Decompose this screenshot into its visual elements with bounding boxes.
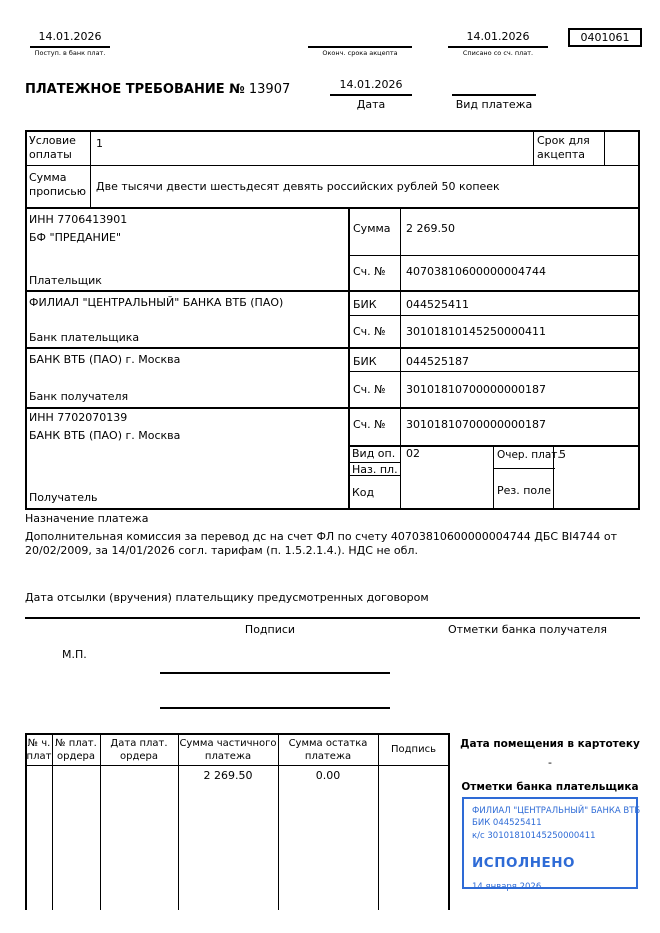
column-header: Дата плат. ордера bbox=[110, 738, 168, 762]
stamp-status: ИСПОЛНЕНО bbox=[472, 854, 575, 871]
debited-date-label: Списано со сч. плат. bbox=[462, 49, 534, 57]
column-header: Подпись bbox=[391, 744, 436, 755]
column-header: № ч. плат bbox=[26, 738, 52, 762]
column-header: Сумма частичного платежа bbox=[179, 738, 277, 762]
payer-bank-marks-label: Отметки банка плательщика bbox=[461, 781, 639, 793]
grid-line bbox=[348, 315, 640, 316]
grid-line bbox=[25, 347, 640, 349]
grid-line bbox=[400, 207, 401, 508]
grid-line bbox=[348, 207, 350, 508]
grid-line bbox=[448, 733, 450, 910]
debited-block bbox=[448, 30, 548, 57]
debited-date: 14.01.2026 bbox=[448, 30, 548, 48]
purpose-label: Назначение платежа bbox=[25, 512, 149, 525]
acceptance-end-label: Оконч. срока акцепта bbox=[322, 49, 398, 57]
stamp-bank-name: ФИЛИАЛ "ЦЕНТРАЛЬНЫЙ" БАНКА ВТБ bbox=[472, 806, 641, 816]
priority-value: 5 bbox=[559, 448, 566, 461]
column-header: № плат. ордера bbox=[55, 738, 97, 762]
grid-line bbox=[25, 407, 640, 409]
payment-type-block bbox=[452, 78, 536, 111]
remainder-amount-value: 0.00 bbox=[315, 769, 341, 782]
signatures-label: Подписи bbox=[244, 623, 296, 636]
grid-line bbox=[493, 468, 555, 469]
beneficiary-bank-label: Банк получателя bbox=[29, 390, 129, 403]
payer-label: Плательщик bbox=[29, 274, 102, 287]
beneficiary-account-label: Сч. № bbox=[353, 418, 386, 431]
beneficiary-label: Получатель bbox=[29, 491, 98, 504]
stamp-corr-account: к/с 30101810145250000411 bbox=[472, 830, 596, 841]
bank-execution-stamp bbox=[462, 797, 641, 892]
payment-type-label: Вид платежа bbox=[455, 98, 533, 111]
grid-line bbox=[604, 130, 605, 165]
grid-line bbox=[638, 130, 640, 510]
grid-line bbox=[348, 371, 640, 372]
stamp-bik: БИК 044525411 bbox=[472, 818, 542, 829]
grid-line bbox=[533, 130, 534, 165]
grid-line bbox=[25, 130, 27, 510]
received-date: 14.01.2026 bbox=[30, 30, 110, 48]
card-file-label: Дата помещения в картотеку bbox=[460, 738, 640, 750]
grid-line bbox=[348, 255, 640, 256]
operation-type-label: Вид оп. bbox=[352, 447, 396, 460]
amount-value: 2 269.50 bbox=[406, 222, 455, 235]
send-date-label: Дата отсылки (вручения) плательщику предусмотренных договором bbox=[25, 591, 429, 604]
payer-account-label: Сч. № bbox=[353, 265, 386, 278]
operation-type-value: 02 bbox=[406, 447, 420, 460]
beneficiary-account-value: 30101810700000000187 bbox=[406, 418, 546, 431]
doc-date-label: Дата bbox=[356, 98, 386, 111]
beneficiary-inn: ИНН 7702070139 bbox=[29, 411, 128, 424]
column-header: Сумма остатка платежа bbox=[288, 738, 368, 762]
payer-bank-bik-label: БИК bbox=[353, 298, 377, 311]
document-number: 13907 bbox=[248, 82, 291, 97]
payment-purpose-code-label: Наз. пл. bbox=[352, 463, 398, 476]
payment-type-field bbox=[452, 78, 536, 96]
doc-date: 14.01.2026 bbox=[330, 78, 412, 96]
doc-date-block bbox=[330, 78, 412, 111]
received-in-bank-block bbox=[30, 30, 110, 57]
divider-line bbox=[25, 617, 640, 619]
grid-line bbox=[25, 290, 640, 292]
payer-bank-bik-value: 044525411 bbox=[406, 298, 469, 311]
grid-line bbox=[25, 165, 640, 166]
payment-condition-value: 1 bbox=[96, 137, 103, 150]
stamp-date: 14 января 2026 bbox=[472, 881, 542, 892]
amount-words-label: Сумма прописью bbox=[29, 171, 87, 199]
payer-bank-name: ФИЛИАЛ "ЦЕНТРАЛЬНЫЙ" БАНКА ВТБ (ПАО) bbox=[29, 296, 284, 309]
grid-line bbox=[25, 207, 640, 209]
code-label: Код bbox=[352, 486, 375, 499]
payer-account-value: 40703810600000004744 bbox=[406, 265, 546, 278]
form-code-box: 0401061 bbox=[568, 28, 642, 47]
reserve-field-label: Рез. поле bbox=[497, 484, 551, 497]
beneficiary-name: БАНК ВТБ (ПАО) г. Москва bbox=[29, 429, 181, 442]
beneficiary-bank-marks-label: Отметки банка получателя bbox=[448, 623, 607, 636]
amount-label: Сумма bbox=[353, 222, 391, 235]
document-title bbox=[25, 82, 290, 99]
received-date-label: Поступ. в банк плат. bbox=[34, 49, 106, 57]
priority-label: Очер. плат. bbox=[497, 449, 561, 461]
beneficiary-bank-name: БАНК ВТБ (ПАО) г. Москва bbox=[29, 353, 181, 366]
beneficiary-bank-bik-label: БИК bbox=[353, 355, 377, 368]
payer-bank-label: Банк плательщика bbox=[29, 331, 140, 344]
purpose-text: Дополнительная комиссия за перевод дс на счет ФЛ по счету 40703810600000004744 ДБС BI4744 от 20/02/2009, за 14/01/2026 согл. тарифам (п. 1.5.2.1.4.). НДС не обл. bbox=[25, 530, 618, 558]
partial-amount-value: 2 269.50 bbox=[203, 769, 253, 782]
grid-line bbox=[25, 130, 640, 132]
grid-line bbox=[493, 445, 494, 508]
grid-line bbox=[25, 765, 450, 766]
acceptance-term-label: Срок для акцепта bbox=[537, 134, 590, 162]
signature-line bbox=[160, 707, 390, 709]
beneficiary-bank-account-value: 30101810700000000187 bbox=[406, 383, 546, 396]
card-file-value: - bbox=[548, 756, 552, 769]
payer-bank-account-value: 30101810145250000411 bbox=[406, 325, 546, 338]
payment-condition-label: Условие оплаты bbox=[29, 134, 76, 162]
beneficiary-bank-account-label: Сч. № bbox=[353, 383, 386, 396]
stamp-place-label: М.П. bbox=[62, 648, 87, 661]
grid-line bbox=[25, 508, 640, 510]
acceptance-end-block bbox=[308, 30, 412, 57]
grid-line bbox=[378, 733, 379, 910]
beneficiary-bank-bik-value: 044525187 bbox=[406, 355, 469, 368]
signature-line bbox=[160, 672, 390, 674]
payer-name: БФ "ПРЕДАНИЕ" bbox=[29, 231, 122, 244]
grid-line bbox=[25, 733, 450, 735]
payer-bank-account-label: Сч. № bbox=[353, 325, 386, 338]
acceptance-end-field bbox=[308, 30, 412, 48]
document-title-label: ПЛАТЕЖНОЕ ТРЕБОВАНИЕ № bbox=[25, 82, 245, 97]
payer-inn: ИНН 7706413901 bbox=[29, 213, 128, 226]
amount-words-value: Две тысячи двести шестьдесят девять российских рублей 50 копеек bbox=[96, 180, 500, 193]
